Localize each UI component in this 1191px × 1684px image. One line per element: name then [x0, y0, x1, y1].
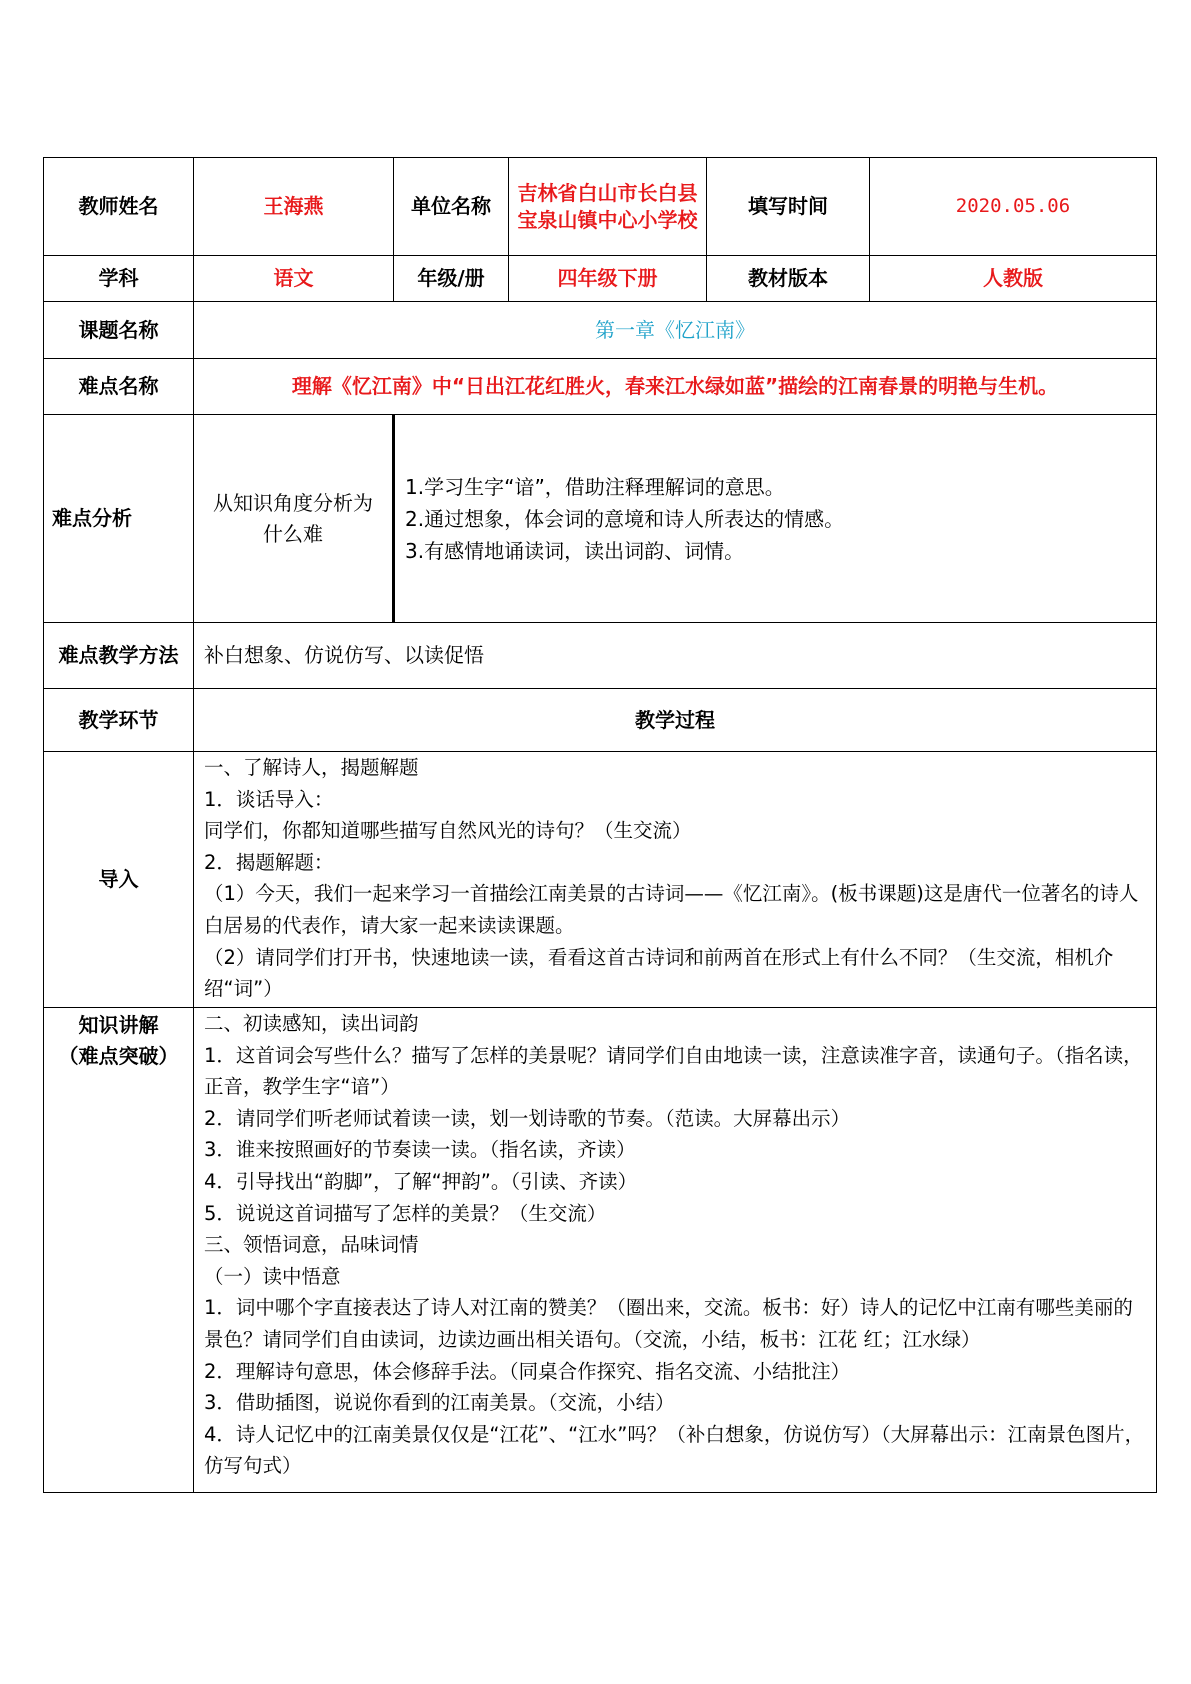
unit-name-label: 单位名称	[394, 158, 509, 256]
difficulty-value: 理解《忆江南》中“日出江花红胜火，春来江水绿如蓝”描绘的江南春景的明艳与生机。	[194, 359, 1157, 415]
knowledge-line: 4．引导找出“韵脚”，了解“押韵”。（引读、齐读）	[204, 1169, 638, 1193]
analysis-item: 1.学习生字“谙”，借助注释理解词的意思。	[405, 474, 785, 499]
knowledge-line: 2．理解诗句意思，体会修辞手法。（同桌合作探究、指名交流、小结批注）	[204, 1359, 851, 1383]
teacher-name-label: 教师姓名	[44, 158, 194, 256]
grade-label: 年级/册	[394, 256, 509, 302]
intro-line: 同学们，你都知道哪些描写自然风光的诗句？（生交流）	[204, 819, 692, 843]
intro-line: （2）请同学们打开书，快速地读一读，看看这首古诗词和前两首在形式上有什么不同？（生交流，相机介绍“词”）	[204, 945, 1114, 1001]
knowledge-line: 1．词中哪个字直接表达了诗人对江南的赞美？（圈出来，交流。板书：好）诗人的记忆中江南有哪些美丽的景色？请同学们自由读词，边读边画出相关语句。（交流，小结，板书：江花 红；江水绿）	[204, 1296, 1133, 1351]
analysis-item: 3.有感情地诵读词，读出词韵、词情。	[405, 538, 745, 563]
topic-value: 第一章《忆江南》	[194, 302, 1157, 359]
topic-row	[44, 302, 1157, 359]
intro-content	[194, 752, 1157, 1008]
method-label: 难点教学方法	[44, 623, 194, 689]
knowledge-line: 5．说说这首词描写了怎样的美景？（生交流）	[204, 1201, 607, 1225]
analysis-items	[394, 415, 1157, 623]
knowledge-line: 4．诗人记忆中的江南美景仅仅是“江花”、“江水”吗？（补白想象，仿说仿写）（大屏幕出示：江南景色图片，仿写句式）	[204, 1422, 1145, 1478]
intro-line: 一、了解诗人，揭题解题	[204, 756, 419, 779]
fill-date-value: 2020.05.06	[870, 158, 1157, 256]
fill-date-label: 填写时间	[707, 158, 870, 256]
intro-line: 2．揭题解题：	[204, 850, 334, 874]
header-row-2	[44, 256, 1157, 302]
knowledge-line: 2．请同学们听老师试着读一读，划一划诗歌的节奏。（范读。大屏幕出示）	[204, 1106, 851, 1130]
method-row	[44, 623, 1157, 689]
intro-row	[44, 752, 1157, 1008]
knowledge-content	[194, 1008, 1157, 1493]
intro-line: （1）今天，我们一起来学习一首描绘江南美景的古诗词——《忆江南》。(板书课题)这是唐代一位著名的诗人白居易的代表作，请大家一起来读读课题。	[204, 882, 1139, 937]
analysis-sub-label: 从知识角度分析为什么难	[194, 415, 394, 623]
lesson-plan-table	[43, 157, 1157, 1493]
subject-label: 学科	[44, 256, 194, 302]
method-value: 补白想象、仿说仿写、以读促悟	[194, 623, 1157, 689]
knowledge-line: 3．借助插图，说说你看到的江南美景。（交流，小结）	[204, 1391, 675, 1415]
subject-value: 语文	[194, 256, 394, 302]
knowledge-label	[44, 1008, 194, 1493]
process-content-label: 教学过程	[194, 689, 1157, 752]
knowledge-line: （一）读中悟意	[204, 1264, 341, 1288]
process-stage-label: 教学环节	[44, 689, 194, 752]
knowledge-row	[44, 1008, 1157, 1493]
analysis-label: 难点分析	[44, 415, 194, 623]
analysis-row	[44, 415, 1157, 623]
analysis-item: 2.通过想象，体会词的意境和诗人所表达的情感。	[405, 506, 845, 531]
knowledge-line: 1．这首词会写些什么？描写了怎样的美景呢？请同学们自由地读一读，注意读准字音，读通句子。（指名读，正音，教学生字“谙”）	[204, 1043, 1143, 1099]
knowledge-line: 三、领悟词意，品味词情	[204, 1233, 419, 1257]
grade-value: 四年级下册	[509, 256, 707, 302]
intro-label: 导入	[44, 752, 194, 1008]
knowledge-line: 二、初读感知，读出词韵	[204, 1012, 419, 1035]
topic-label: 课题名称	[44, 302, 194, 359]
process-header-row	[44, 689, 1157, 752]
knowledge-line: 3．谁来按照画好的节奏读一读。（指名读，齐读）	[204, 1138, 636, 1162]
knowledge-label-line1: 知识讲解	[78, 1013, 159, 1037]
edition-value: 人教版	[870, 256, 1157, 302]
teacher-name-value: 王海燕	[194, 158, 394, 256]
edition-label: 教材版本	[707, 256, 870, 302]
header-row-1	[44, 158, 1157, 256]
difficulty-label: 难点名称	[44, 359, 194, 415]
knowledge-label-line2: （难点突破）	[58, 1044, 179, 1068]
intro-line: 1．谈话导入：	[204, 787, 334, 811]
difficulty-row	[44, 359, 1157, 415]
unit-name-value: 吉林省白山市长白县宝泉山镇中心小学校	[509, 158, 707, 256]
